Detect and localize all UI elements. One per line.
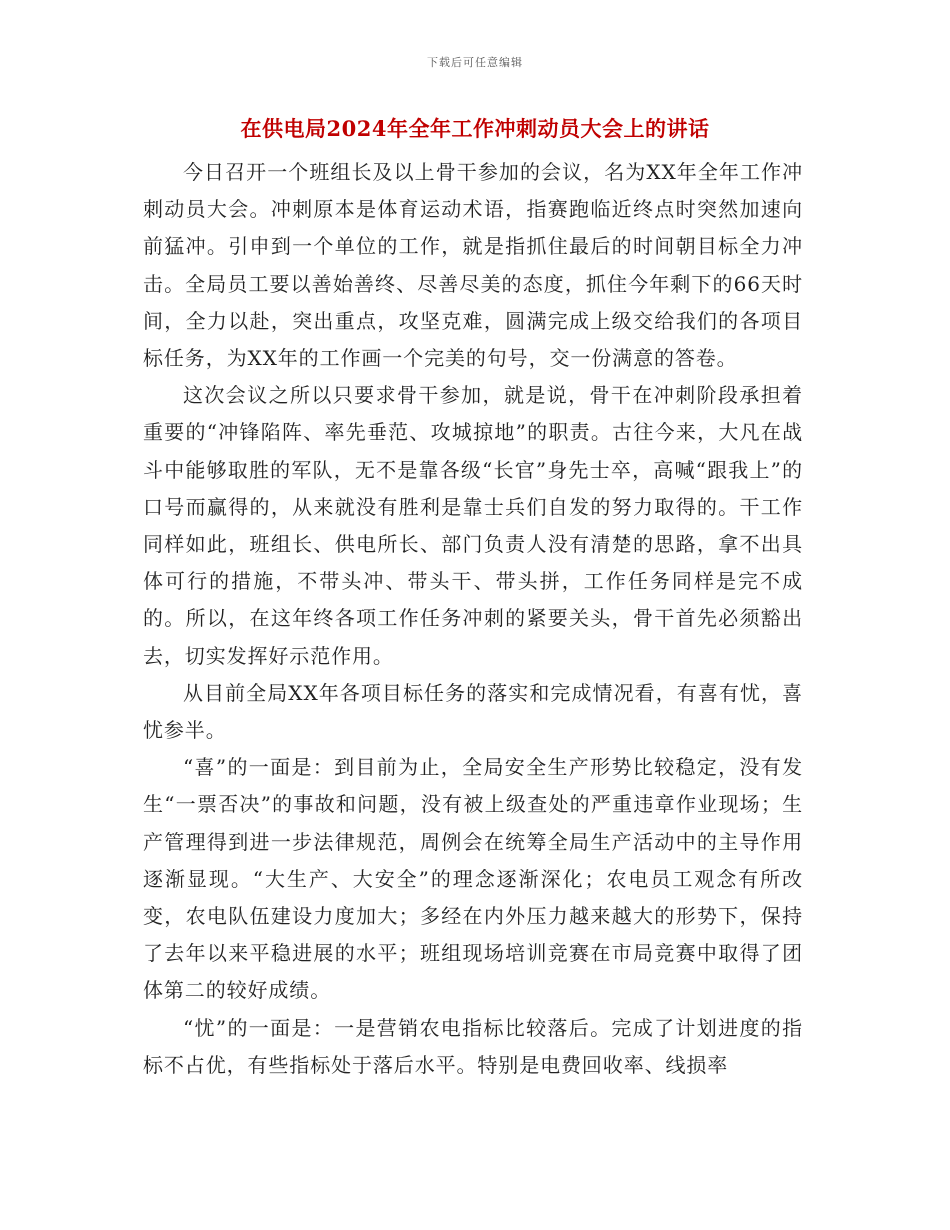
document-body: [143, 154, 803, 1084]
document-title: 在供电局2024年全年工作冲刺动员大会上的讲话: [240, 116, 710, 141]
paragraph-4: “喜”的一面是：到目前为止，全局安全生产形势比较稳定，没有发生“一票否决”的事故和问题，没有被上级查处的严重违章作业现场；生产管理得到进一步法律规范，周例会在统筹全局生产活动中的主导作用逐渐显现。“大生产、大安全”的理念逐渐深化；农电员工观念有所改变，农电队伍建设力度加大；多经在内外压力越来越大的形势下，保持了去年以来平稳进展的水平；班组现场培训竞赛在市局竞赛中取得了团体第二的较好成绩。: [143, 755, 803, 1003]
header-note: 下载后可任意编辑: [427, 56, 523, 69]
paragraph-2: 这次会议之所以只要求骨干参加，就是说，骨干在冲刺阶段承担着重要的“冲锋陷阵、率先垂范、攻城掠地”的职责。古往今来，大凡在战斗中能够取胜的军队，无不是靠各级“长官”身先士卒，高喊“跟我上”的口号而赢得的，从来就没有胜利是靠士兵们自发的努力取得的。干工作同样如此，班组长、供电所长、部门负责人没有清楚的思路，拿不出具体可行的措施，不带头冲、带头干、带头拼，工作任务同样是完不成的。所以，在这年终各项工作任务冲刺的紧要关头，骨干首先必须豁出去，切实发挥好示范作用。: [143, 383, 803, 668]
paragraph-3: 从目前全局XX年各项目标任务的落实和完成情况看，有喜有忧，喜忧参半。: [143, 680, 803, 743]
paragraph-5: “忧”的一面是：一是营销农电指标比较落后。完成了计划进度的指标不占优，有些指标处于落后水平。特别是电费回收率、线损率: [143, 1015, 803, 1077]
paragraph-1: 今日召开一个班组长及以上骨干参加的会议，名为XX年全年工作冲刺动员大会。冲刺原本是体育运动术语，指赛跑临近终点时突然加速向前猛冲。引申到一个单位的工作，就是指抓住最后的时间朝目标全力冲击。全局员工要以善始善终、尽善尽美的态度，抓住今年剩下的66天时间，全力以赴，突出重点，攻坚克难，圆满完成上级交给我们的各项目标任务，为XX年的工作画一个完美的句号，交一份满意的答卷。: [143, 160, 803, 371]
